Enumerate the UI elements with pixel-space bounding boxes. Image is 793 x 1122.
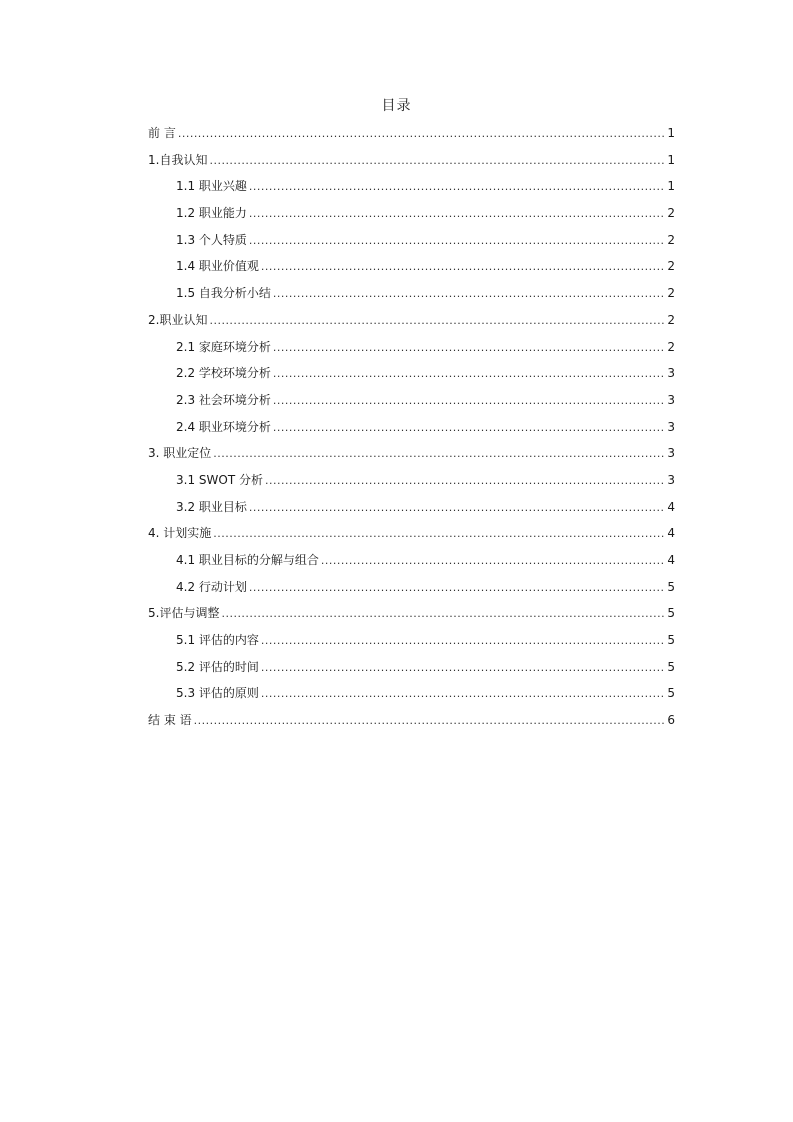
toc-leader-dots	[221, 604, 665, 624]
toc-entry-label: 2.职业认知	[148, 312, 208, 327]
toc-entry-label: 3. 职业定位	[148, 446, 212, 461]
toc-leader-dots	[249, 231, 665, 251]
toc-entry[interactable]	[148, 710, 675, 737]
toc-entry-label: 3.1 SWOT 分析	[176, 472, 263, 487]
toc-entry[interactable]	[148, 683, 675, 710]
toc-entry-label: 1.3 个人特质	[176, 232, 247, 247]
toc-entry[interactable]	[148, 390, 675, 417]
toc-entry-label: 1.4 职业价值观	[176, 259, 259, 274]
toc-entry-label: 1.5 自我分析小结	[176, 286, 271, 301]
toc-leader-dots	[265, 471, 665, 491]
toc-entry-page: 1	[667, 179, 675, 194]
toc-entry-page: 3	[667, 472, 675, 487]
toc-entry-page: 2	[667, 232, 675, 247]
toc-leader-dots	[249, 578, 665, 598]
toc-entry-page: 4	[667, 553, 675, 567]
toc-leader-dots	[261, 257, 665, 277]
toc-entry-page: 2	[667, 206, 675, 221]
toc-leader-dots	[249, 498, 665, 518]
toc-entry-page: 4	[667, 526, 675, 541]
toc-entry-label: 1.2 职业能力	[176, 206, 247, 221]
toc-title: 目录	[381, 98, 412, 114]
toc-entry-label: 2.3 社会环境分析	[176, 392, 271, 407]
toc-leader-dots	[209, 151, 665, 171]
toc-leader-dots	[194, 711, 666, 731]
toc-entry-label: 2.2 学校环境分析	[176, 366, 271, 381]
toc-leader-dots	[273, 391, 665, 411]
toc-entry-page: 1	[667, 126, 675, 140]
toc-entry[interactable]	[148, 497, 675, 524]
toc-entry[interactable]	[148, 443, 675, 470]
toc-leader-dots	[273, 418, 665, 438]
toc-entry[interactable]	[148, 550, 675, 577]
toc-leader-dots	[261, 631, 665, 651]
toc-entry-page: 2	[667, 312, 675, 327]
toc-entry[interactable]	[148, 363, 675, 390]
toc-entry-page: 1	[667, 152, 675, 167]
toc-leader-dots	[261, 658, 665, 678]
toc-entry-page: 2	[667, 259, 675, 274]
toc-entry[interactable]	[148, 657, 675, 684]
toc-entry[interactable]	[148, 230, 675, 257]
toc-entry-page: 5	[667, 579, 675, 594]
toc-leader-dots	[209, 311, 665, 331]
toc-leader-dots	[273, 364, 665, 384]
toc-leader-dots	[321, 551, 665, 571]
toc-leader-dots	[273, 284, 665, 304]
toc-entry-page: 3	[667, 366, 675, 381]
toc-leader-dots	[273, 338, 665, 358]
toc-entry[interactable]	[148, 523, 675, 550]
toc-entry-page: 3	[667, 419, 675, 434]
toc-entry[interactable]	[148, 283, 675, 310]
toc-entry-label: 5.评估与调整	[148, 606, 220, 621]
toc-entry[interactable]	[148, 150, 675, 177]
toc-entry-page: 5	[667, 686, 675, 701]
toc-entry[interactable]	[148, 417, 675, 444]
toc-leader-dots	[178, 124, 666, 144]
toc-entry-page: 2	[667, 339, 675, 354]
toc-entry[interactable]	[148, 256, 675, 283]
toc-entry[interactable]	[148, 577, 675, 604]
toc-entry-label: 前 言	[148, 126, 176, 140]
toc-entry-page: 5	[667, 633, 675, 648]
toc-entry[interactable]	[148, 176, 675, 203]
toc-entry[interactable]	[148, 337, 675, 364]
toc-entry-page: 4	[667, 499, 675, 514]
toc-entry-label: 5.1 评估的内容	[176, 633, 259, 648]
toc-entry-label: 1.自我认知	[148, 152, 208, 167]
toc-leader-dots	[213, 444, 665, 464]
toc-entry[interactable]	[148, 470, 675, 497]
toc-entry-label: 4. 计划实施	[148, 526, 212, 541]
toc-entry-label: 4.1 职业目标的分解与组合	[176, 553, 319, 567]
toc-leader-dots	[261, 684, 665, 704]
toc-entry-page: 3	[667, 392, 675, 407]
toc-leader-dots	[249, 177, 665, 197]
toc-entry-page: 2	[667, 286, 675, 301]
toc-entry[interactable]	[148, 123, 675, 150]
toc-entry-label: 3.2 职业目标	[176, 499, 247, 514]
toc-list	[148, 123, 675, 737]
toc-entry-label: 5.2 评估的时间	[176, 659, 259, 674]
toc-entry-label: 结 束 语	[148, 713, 192, 728]
toc-entry-label: 1.1 职业兴趣	[176, 179, 247, 194]
toc-entry-page: 3	[667, 446, 675, 461]
toc-entry-label: 2.4 职业环境分析	[176, 419, 271, 434]
toc-leader-dots	[249, 204, 665, 224]
toc-entry[interactable]	[148, 603, 675, 630]
toc-entry-page: 5	[667, 659, 675, 674]
toc-leader-dots	[213, 524, 665, 544]
toc-entry[interactable]	[148, 310, 675, 337]
toc-entry-page: 5	[667, 606, 675, 621]
toc-entry[interactable]	[148, 630, 675, 657]
toc-entry-label: 4.2 行动计划	[176, 579, 247, 594]
toc-entry-label: 2.1 家庭环境分析	[176, 339, 271, 354]
toc-entry-label: 5.3 评估的原则	[176, 686, 259, 701]
toc-entry[interactable]	[148, 203, 675, 230]
toc-entry-page: 6	[667, 713, 675, 728]
